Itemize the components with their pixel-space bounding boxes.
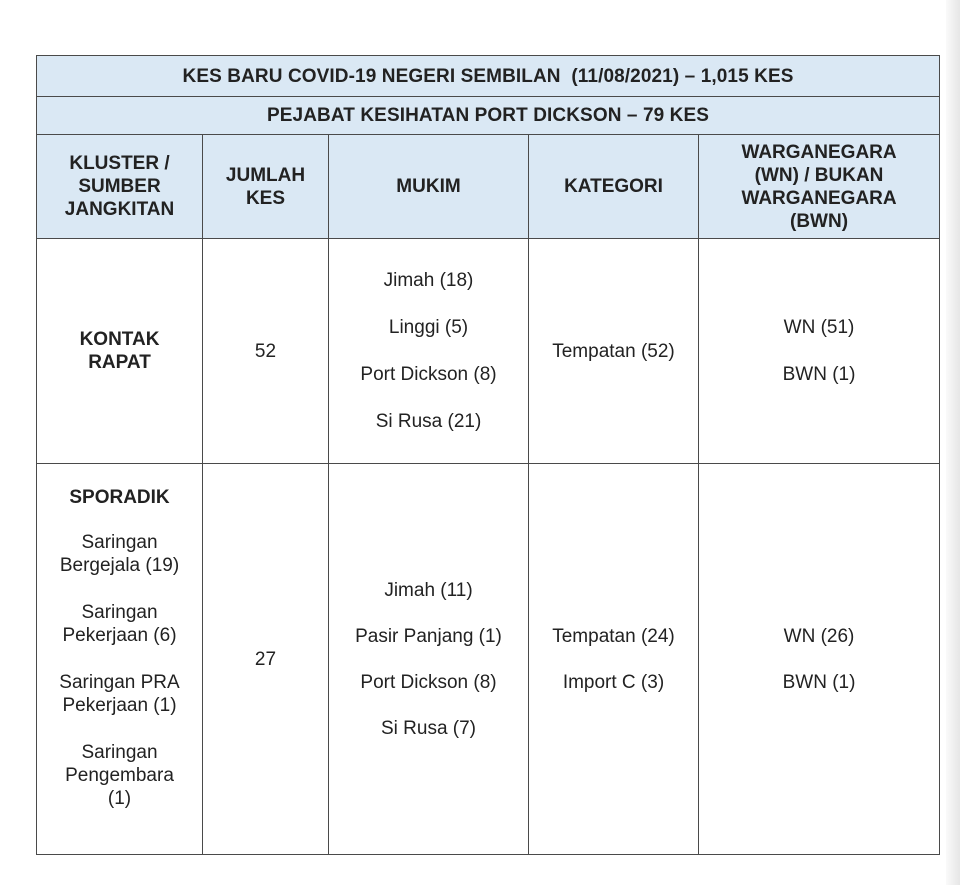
mukim-item: Linggi (5) <box>388 317 469 338</box>
cell-jumlah: 27 <box>203 464 329 855</box>
sporadik-item <box>43 531 196 577</box>
sporadik-item <box>43 601 196 647</box>
mukim-item: Jimah (18) <box>383 270 474 291</box>
warganegara-item: BWN (1) <box>782 364 856 385</box>
kategori-item: Tempatan (24) <box>552 625 675 647</box>
table-subtitle: PEJABAT KESIHATAN PORT DICKSON – 79 KES <box>37 97 940 135</box>
warganegara-item: WN (51) <box>783 317 855 338</box>
cell-kluster <box>37 239 203 464</box>
sporadik-item-line: Saringan <box>81 602 158 623</box>
header-kluster-line: SUMBER <box>78 176 161 197</box>
cell-mukim <box>329 464 529 855</box>
sporadik-item-line: (1) <box>107 788 132 809</box>
mukim-item: Jimah (11) <box>384 579 473 601</box>
header-jumlah <box>203 135 329 239</box>
header-kluster <box>37 135 203 239</box>
page-edge-shadow <box>946 0 960 885</box>
header-kategori: KATEGORI <box>529 135 699 239</box>
sporadik-item-line: Saringan PRA <box>59 672 180 693</box>
header-mukim: MUKIM <box>329 135 529 239</box>
header-kluster-line: JANGKITAN <box>64 199 175 220</box>
header-warganegara-line: (BWN) <box>790 210 849 232</box>
sporadik-item-line: Pekerjaan (1) <box>62 695 177 716</box>
cell-kategori <box>529 464 699 855</box>
warganegara-item: WN (26) <box>783 625 855 647</box>
title-row <box>37 56 940 97</box>
cell-mukim <box>329 239 529 464</box>
cell-jumlah: 52 <box>203 239 329 464</box>
header-jumlah-line: JUMLAH <box>225 164 306 186</box>
table-row <box>37 239 940 464</box>
sporadik-item-line: Saringan <box>81 532 158 553</box>
subtitle-row <box>37 97 940 135</box>
sporadik-item <box>43 741 196 810</box>
header-warganegara-line: (WN) / BUKAN <box>754 164 884 186</box>
mukim-item: Si Rusa (7) <box>380 717 477 739</box>
mukim-item: Pasir Panjang (1) <box>355 625 502 647</box>
covid-cases-table <box>36 55 940 855</box>
sporadik-item-line: Pekerjaan (6) <box>62 625 177 646</box>
cell-warganegara <box>699 239 940 464</box>
cell-kategori <box>529 239 699 464</box>
kluster-line: KONTAK <box>79 329 160 350</box>
table-title: KES BARU COVID-19 NEGERI SEMBILAN (11/08/2021) – 1,015 KES <box>37 56 940 97</box>
header-jumlah-line: KES <box>245 187 286 209</box>
mukim-item: Port Dickson (8) <box>360 364 497 385</box>
cell-warganegara <box>699 464 940 855</box>
header-warganegara-line: WARGANEGARA <box>741 141 897 163</box>
sporadik-item-line: Saringan <box>81 742 158 763</box>
header-warganegara-line: WARGANEGARA <box>741 187 897 209</box>
sporadik-item-line: Bergejala (19) <box>59 555 180 576</box>
kluster-line: RAPAT <box>88 352 151 373</box>
kategori-item: Tempatan (52) <box>552 340 675 362</box>
warganegara-item: BWN (1) <box>782 671 856 693</box>
kategori-item: Import C (3) <box>562 671 665 693</box>
cell-kluster <box>37 464 203 855</box>
header-row <box>37 135 940 239</box>
sporadik-title: SPORADIK <box>69 487 170 508</box>
sporadik-item-line: Pengembara <box>65 765 174 786</box>
sporadik-item <box>43 671 196 717</box>
mukim-item: Port Dickson (8) <box>360 671 497 693</box>
table-row <box>37 464 940 855</box>
header-kluster-line: KLUSTER / <box>69 153 170 174</box>
mukim-item: Si Rusa (21) <box>375 411 482 432</box>
header-warganegara <box>699 135 940 239</box>
